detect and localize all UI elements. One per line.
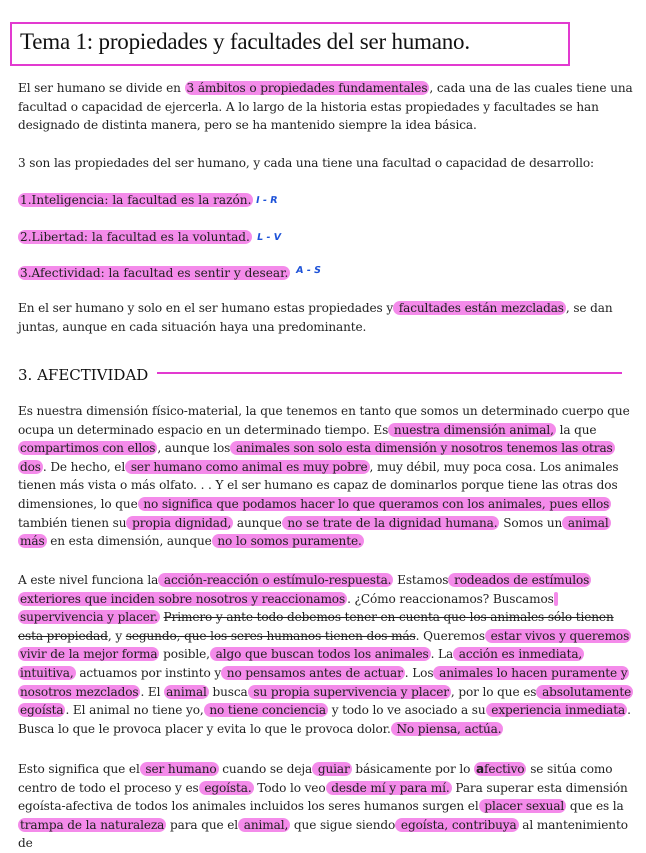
highlight: animales lo hacen puramente y nosotros mezclados: [20, 665, 628, 699]
page-title: Tema 1: propiedades y facultades del ser humano.: [20, 29, 470, 54]
section-rule: [157, 372, 622, 374]
highlight: su propia supervivencia y placer: [249, 684, 449, 699]
text: . De hecho, el: [42, 459, 126, 474]
highlight: no lo somos puramente.: [213, 534, 362, 549]
list-item-text: 3.Afectividad: la facultad es sentir y desear.: [20, 266, 289, 280]
list-item: [18, 264, 290, 282]
text: cuando se deja: [218, 762, 313, 776]
highlight: rodeados de estímulos exteriores que inciden sobre nosotros y reaccionamos: [20, 573, 590, 606]
text: . Los: [404, 665, 434, 680]
strikethrough-text: Primero y ante todo debemos tener en cuenta que los animales sólo tienen esta propiedad: [18, 610, 614, 643]
egoism-paragraph: [18, 760, 634, 853]
text: , aunque los: [157, 441, 231, 456]
highlight: egoísta, contribuya: [397, 817, 517, 832]
highlight: compartimos con ellos: [20, 441, 156, 456]
text: se sitúa como centro de todo el proceso y es: [18, 762, 613, 795]
text: Es nuestra dimensión físico-material, la que tenemos en tanto que somos un determinado cuerpo que ocupa un determinado espacio en un determinado tiempo. Es: [18, 404, 630, 437]
text: . Busca lo que le provoca placer y evita lo que le provoca dolor.: [18, 703, 631, 736]
text: aunque: [233, 515, 282, 530]
highlight: guiar: [314, 762, 350, 776]
text: Para superar esta dimensión egoísta-afectiva de todos los animales incluidos los seres humanos surgen el: [18, 780, 628, 814]
highlight: acción es inmediata, intuitiva,: [20, 647, 583, 680]
highlight: animal: [166, 684, 207, 699]
handwritten-mark: a: [476, 762, 485, 776]
text: . Queremos: [415, 628, 485, 643]
text: en esta dimensión, aunque: [46, 534, 212, 549]
strikethrough-text: segundo, que los seres humanos tienen dos más: [125, 628, 416, 643]
highlight: no tiene conciencia: [205, 703, 326, 718]
text: posible,: [159, 647, 210, 662]
list-item-text: 1.Inteligencia: la facultad es la razón.: [20, 193, 252, 207]
text: que sigue siendo: [290, 817, 396, 832]
handwritten-note: A - S: [295, 265, 322, 276]
text: busca: [208, 684, 248, 699]
highlight: propia dignidad,: [128, 515, 232, 530]
text: Estamos: [393, 573, 449, 587]
highlight: [474, 762, 526, 776]
list-item-text: 2.Libertad: la facultad es la voluntad.: [20, 230, 250, 244]
highlight: placer sexual: [480, 799, 565, 814]
text: , muy débil, muy poca cosa. Los animales tienen más vista o más olfato. . . Y el ser humano es capaz de dominarlos porque tiene las otras dos dimensiones, lo que: [18, 459, 619, 511]
highlight: No piensa, actúa.: [392, 721, 502, 736]
handwritten-note: L - V: [256, 232, 282, 243]
text: también tienen su: [18, 515, 127, 530]
highlight: animal más: [20, 515, 609, 549]
highlight: egoísta.: [200, 780, 252, 795]
dimension-paragraph: [18, 402, 634, 551]
text: A este nivel funciona la: [18, 573, 159, 587]
highlight: no significa que podamos hacer lo que queramos con los animales, pues ellos: [139, 496, 610, 511]
text: Esto significa que el: [18, 762, 140, 776]
text: y todo lo ve asociado a su: [327, 703, 486, 718]
text: al mantenimiento de: [18, 817, 628, 851]
text: Somos un: [499, 515, 563, 530]
section-heading: 3. AFECTIVIDAD: [18, 366, 149, 384]
highlight: desde mí y para mí.: [327, 780, 450, 795]
list-item: [18, 228, 252, 246]
handwritten-note: I - R: [255, 195, 279, 206]
text: . La: [430, 647, 454, 662]
highlight: no pensamos antes de actuar: [223, 665, 403, 680]
highlight: experiencia inmediata: [487, 703, 626, 718]
text: , por lo que es: [450, 684, 537, 699]
intro-text-c: , cada una de las cuales tiene una facultad o capacidad de ejercerla. A lo largo de la historia estas propiedades y facultades se han designado de distinta manera, pero se ha mantenido siempre la idea básica.: [18, 81, 633, 133]
highlight-text: fectivo: [484, 762, 525, 776]
title-box: [10, 22, 570, 66]
text: En el ser humano y solo en el ser humano estas propiedades y: [18, 301, 394, 315]
highlight: animales son solo esta dimensión y nosotros tenemos las otras dos: [20, 441, 613, 474]
highlight: 3 ámbitos o propiedades fundamentales: [186, 81, 428, 95]
properties-paragraph: 3 son las propiedades del ser humano, y cada una tiene una facultad o capacidad de desarrollo:: [18, 156, 594, 170]
highlight: facultades están mezcladas: [395, 301, 564, 315]
text: la que: [555, 422, 597, 437]
highlight: animal,: [240, 817, 289, 832]
text: . El: [140, 684, 165, 699]
text: actuamos por instinto y: [75, 665, 222, 680]
highlight: absolutamente egoísta: [20, 684, 632, 718]
list-item: [18, 191, 253, 209]
highlight: supervivencia y placer.: [18, 592, 558, 625]
highlight: no se trate de la dignidad humana.: [283, 515, 498, 530]
intro-text-a: El ser humano se divide en: [18, 81, 185, 95]
mixed-faculties-paragraph: [18, 299, 634, 336]
highlight: estar vivos y queremos vivir de la mejor forma: [20, 628, 630, 662]
text: , se dan juntas, aunque en cada situación haya una predominante.: [18, 301, 613, 334]
text: , y: [107, 628, 126, 643]
text: . ¿Cómo reaccionamos? Buscamos: [347, 591, 554, 606]
highlight: acción-reacción o estímulo-respuesta.: [160, 573, 392, 587]
text: que es la: [566, 799, 624, 814]
text: Todo lo veo: [253, 780, 326, 795]
stimulus-paragraph: [18, 571, 634, 738]
text: . El animal no tiene yo,: [65, 703, 204, 718]
text: para que el: [166, 817, 239, 832]
highlight: algo que buscan todos los animales: [211, 647, 429, 662]
highlight: nuestra dimensión animal,: [390, 422, 554, 437]
intro-paragraph: [18, 79, 634, 135]
text: básicamente por lo: [351, 762, 471, 776]
highlight: ser humano como animal es muy pobre: [127, 459, 368, 474]
highlight: trampa de la naturaleza: [20, 817, 165, 832]
highlight: ser humano: [141, 762, 217, 776]
